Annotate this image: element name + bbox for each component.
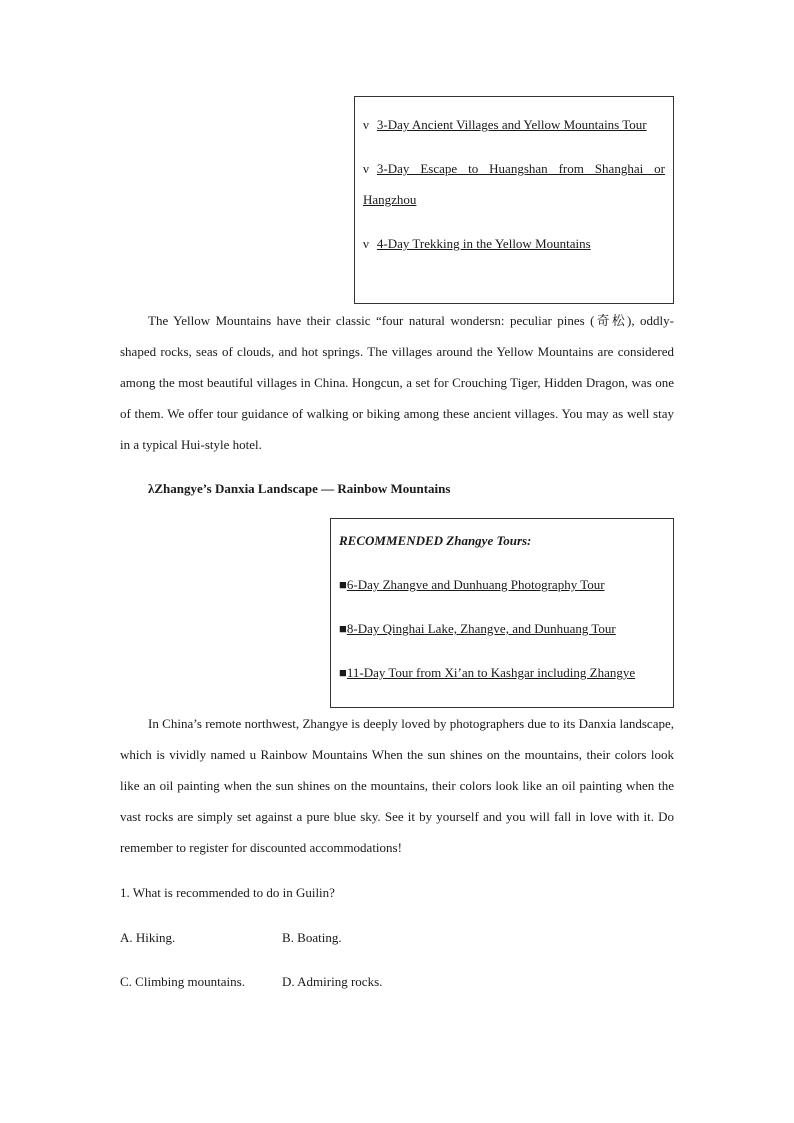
option-b: B. Boating. (282, 930, 342, 945)
tour-item (363, 153, 665, 215)
tour-link[interactable]: 6-Day Zhangve and Dunhuang Photography Tour (346, 577, 605, 592)
tour-item (339, 575, 665, 595)
tour-item (339, 619, 665, 639)
tour-item (339, 663, 665, 683)
square-bullet-icon: ■ (339, 665, 347, 680)
square-bullet-icon: ■ (339, 621, 347, 636)
tour-link[interactable]: 3-Day Ancient Villages and Yellow Mountains Tour (376, 117, 647, 132)
zhangye-tours-heading: RECOMMENDED Zhangye Tours: (339, 533, 532, 548)
zhangye-section-title (148, 478, 450, 500)
bullet-icon: ν (363, 236, 369, 251)
tour-item (363, 228, 665, 259)
question-text: 1. What is recommended to do in Guilin? (120, 885, 335, 900)
tour-item (363, 109, 665, 140)
tour-link[interactable]: 8-Day Qinghai Lake, Zhangve, and Dunhuang Tour (346, 621, 616, 636)
tour-link[interactable]: 3-Day Escape to Huangshan from Shanghai or Hangzhou (363, 161, 665, 207)
yellow-mountains-tours-box (354, 96, 674, 304)
option-a: A. Hiking. (120, 930, 176, 945)
tour-link[interactable]: 11-Day Tour from Xi’an to Kashgar including Zhangye (346, 665, 636, 680)
section-title-text: Zhangye’s Danxia Landscape — Rainbow Mountains (154, 481, 451, 496)
zhangye-tours-box (330, 518, 674, 708)
option-c: C. Climbing mountains. (120, 974, 245, 989)
section-bullet-icon: λ (148, 481, 155, 496)
bullet-icon: ν (363, 117, 369, 132)
option-d: D. Admiring rocks. (282, 974, 383, 989)
yellow-mountains-paragraph: The Yellow Mountains have their classic “four natural wondersn: peculiar pines (奇松), oddly-shaped rocks, seas of clouds, and hot springs. The villages around the Yellow Mountains are considered among the most beautiful villages in China. Hongcun, a set for Crouching Tiger, Hidden Dragon, was one of them. We offer tour guidance of walking or biking among these ancient villages. You may as well stay in a typical Hui-style hotel. (120, 313, 674, 452)
square-bullet-icon: ■ (339, 577, 347, 592)
zhangye-paragraph: In China’s remote northwest, Zhangye is deeply loved by photographers due to its Danxia landscape, which is vividly named u Rainbow Mountains When the sun shines on the mountains, their colors look like an oil painting when the sun shines on the mountains, their colors look like an oil painting when the vast rocks are simply set against a pure blue sky. See it by yourself and you will fall in love with it. Do remember to register for discounted accommodations! (120, 716, 674, 855)
bullet-icon: ν (363, 161, 369, 176)
tour-link[interactable]: 4-Day Trekking in the Yellow Mountains (376, 236, 591, 251)
